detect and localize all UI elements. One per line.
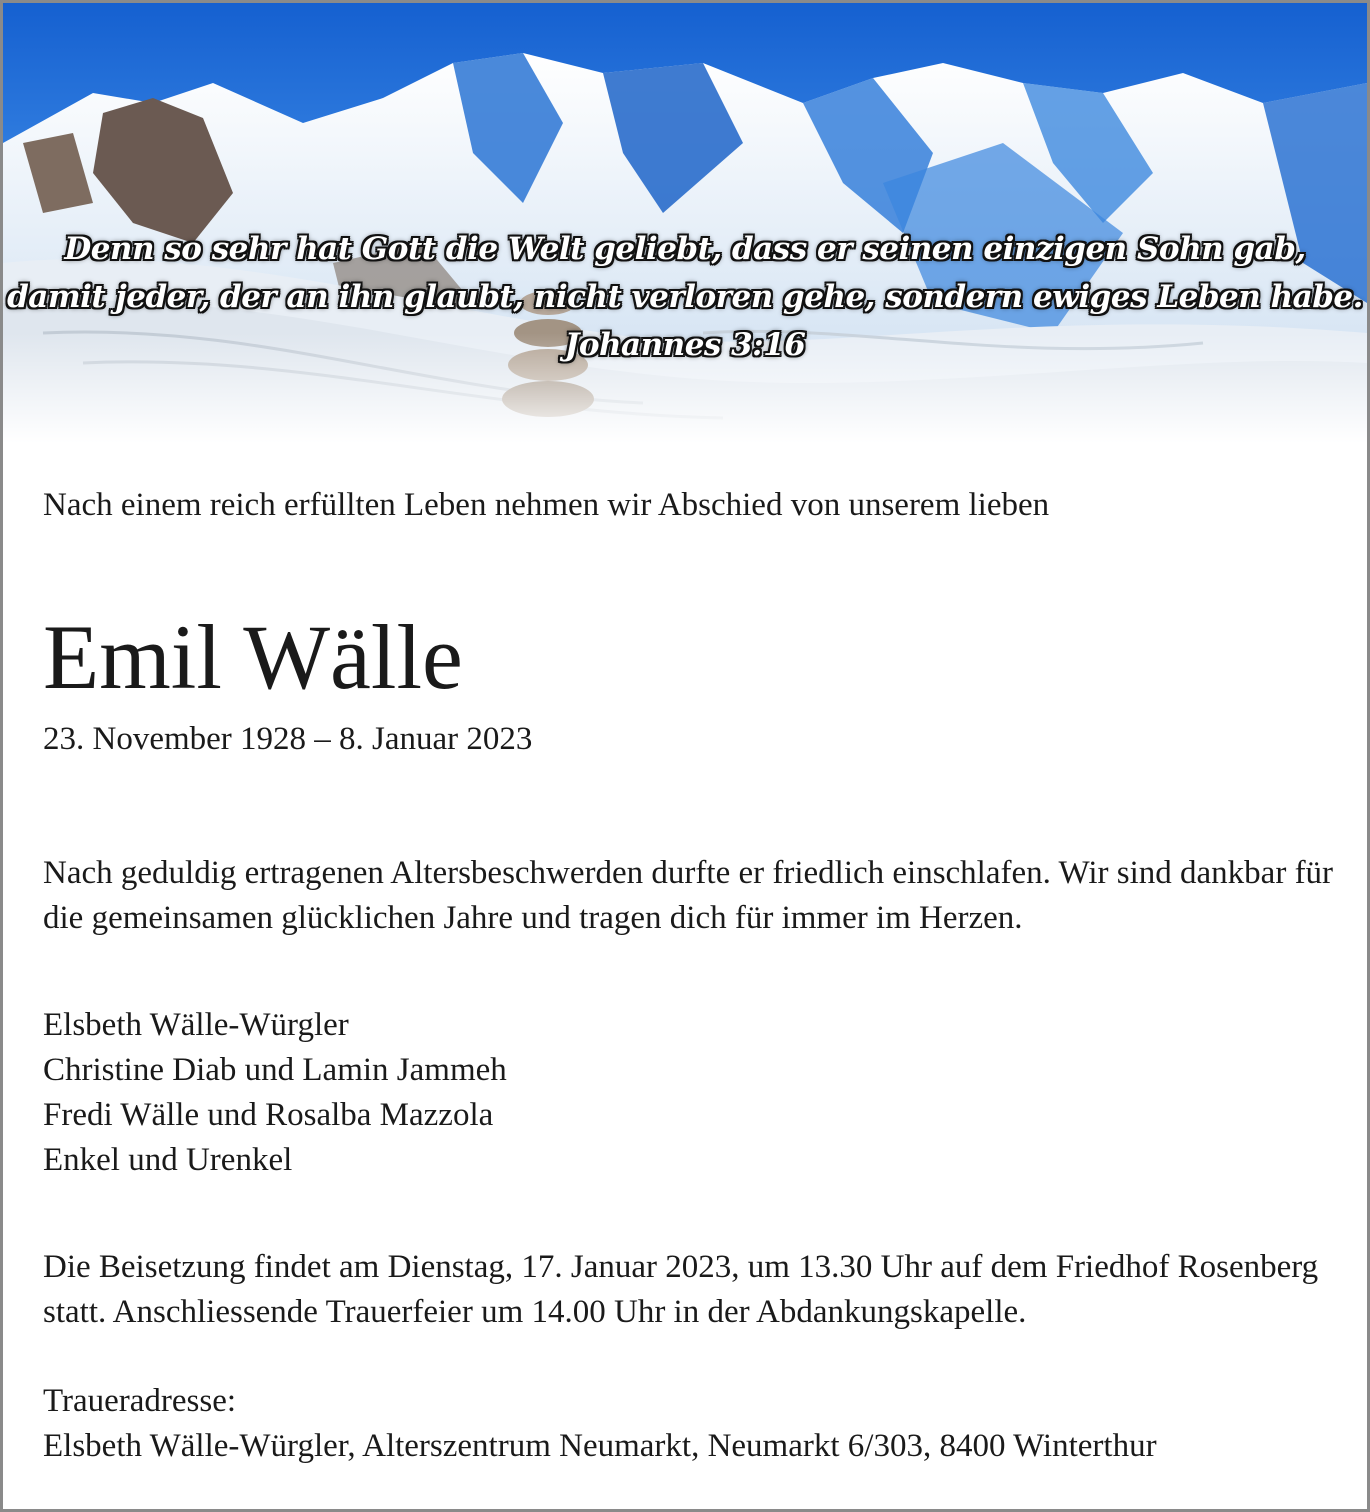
verse-reference: Johannes 3:16 <box>564 327 806 363</box>
mourner-name: Elsbeth Wälle-Würgler <box>43 1007 349 1043</box>
message-paragraph: Nach geduldig ertragenen Altersbeschwerden durfte er friedlich einschlafen. Wir sind dankbar für die gemeinsamen glücklichen Jahre und tragen dich für immer im Herzen. <box>43 855 1334 936</box>
address-label: Traueradresse: <box>43 1383 237 1419</box>
deceased-name: Emil Wälle <box>43 606 463 708</box>
verse-line: damit jeder, der an ihn glaubt, nicht verloren gehe, sondern ewiges Leben habe. <box>7 279 1363 315</box>
intro-text: Nach einem reich erfüllten Leben nehmen wir Abschied von unserem lieben <box>43 487 1050 523</box>
life-dates: 23. November 1928 – 8. Januar 2023 <box>43 721 533 757</box>
bible-verse <box>3 225 1367 369</box>
mourner-name: Enkel und Urenkel <box>43 1142 293 1178</box>
verse-line: Denn so sehr hat Gott die Welt geliebt, dass er seinen einzigen Sohn gab, <box>64 231 1306 267</box>
mourners-list <box>43 1003 507 1183</box>
address-value: Elsbeth Wälle-Würgler, Alterszentrum Neumarkt, Neumarkt 6/303, 8400 Winterthur <box>43 1428 1157 1464</box>
mourner-name: Christine Diab und Lamin Jammeh <box>43 1052 507 1088</box>
funeral-info: Die Beisetzung findet am Dienstag, 17. Januar 2023, um 13.30 Uhr auf dem Friedhof Rosenberg statt. Anschliessende Trauerfeier um 14.00 Uhr in der Abdankungskapelle. <box>43 1249 1319 1330</box>
mountain-header-image <box>3 3 1367 443</box>
mourner-name: Fredi Wälle und Rosalba Mazzola <box>43 1097 494 1133</box>
mountain-landscape-icon <box>3 3 1367 443</box>
mourning-address <box>43 1379 1157 1469</box>
